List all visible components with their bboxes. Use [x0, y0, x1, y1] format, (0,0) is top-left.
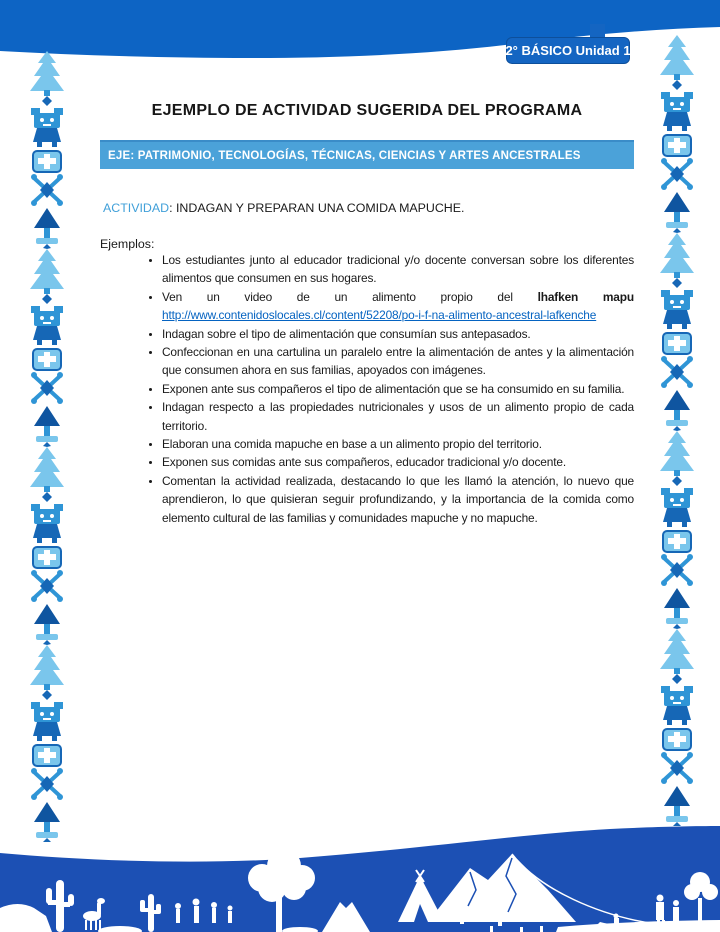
list-item: • Los estudiantes junto al educador tradicional y/o docente conversan sobre los diferentes alimentos que consumen en sus hogares. [162, 251, 634, 288]
examples-list [100, 251, 634, 527]
mapuche-border-left-icon [24, 50, 70, 842]
examples-heading: Ejemplos: [100, 237, 155, 251]
mapuche-border-right-icon [654, 34, 700, 826]
list-item-bold-term: lhafken mapu [537, 289, 634, 304]
video-link[interactable]: http://www.contenidoslocales.cl/content/52208/po-i-f-na-alimento-ancestral-lafkenche [162, 308, 597, 323]
activity-label: ACTIVIDAD [103, 201, 170, 215]
eje-banner-label: EJE: PATRIMONIO, TECNOLOGÍAS, TÉCNICAS, CIENCIAS Y ARTES ANCESTRALES [108, 149, 581, 162]
list-item: • Comentan la actividad realizada, destacando lo que les llamó la atención, lo nuevo que aprendieron, lo que quisieran seguir profundizando, y la importancia de la comida como elemento cultural de las familias y comunidades mapuche y no mapuche. [162, 472, 634, 527]
list-item: • Confeccionan en una cartulina un paralelo entre la alimentación de antes y la alimentación que consumen ahora en sus familias, apoyados con imágenes. [162, 343, 634, 380]
list-item: • Exponen ante sus compañeros el tipo de alimentación que se ha consumido en su familia. [162, 380, 634, 398]
unit-badge-label: 2° BÁSICO Unidad 1 [505, 43, 631, 58]
eje-banner [100, 140, 634, 169]
landscape-illustration-icon [0, 820, 720, 932]
list-item: • Exponen sus comidas ante sus compañeros, educador tradicional y/o docente. [162, 453, 634, 471]
unit-badge [506, 37, 630, 64]
page-title: EJEMPLO DE ACTIVIDAD SUGERIDA DEL PROGRAMA [151, 102, 583, 119]
list-item: • Indagan respecto a las propiedades nutricionales y usos de un alimento propio de cada territorio. [162, 398, 634, 435]
list-item: • Elaboran una comida mapuche en base a un alimento propio del territorio. [162, 435, 634, 453]
list-item [162, 288, 634, 325]
list-item: • Indagan sobre el tipo de alimentación que consumían sus antepasados. [162, 325, 634, 343]
activity-text: : INDAGAN Y PREPARAN UNA COMIDA MAPUCHE. [169, 201, 465, 215]
list-item-text: Ven un video de un alimento propio del [162, 289, 538, 304]
activity-line [103, 201, 464, 215]
